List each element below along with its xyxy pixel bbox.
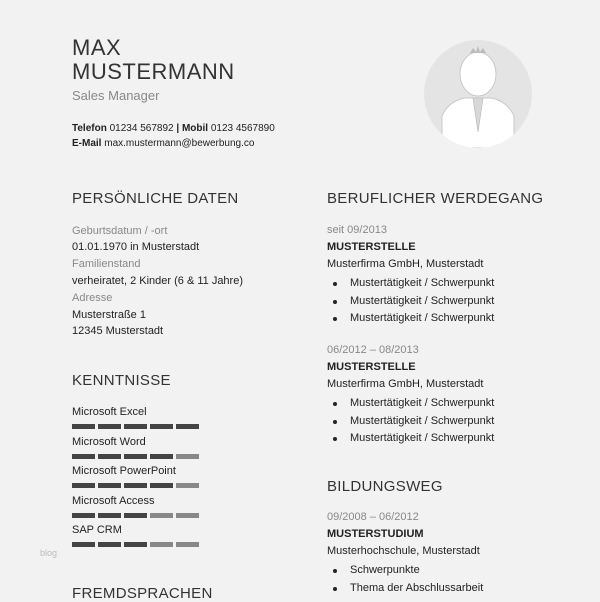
job-title: Sales Manager bbox=[72, 88, 160, 103]
skill-name: Microsoft Excel bbox=[72, 406, 147, 418]
email-label: E-Mail bbox=[72, 138, 102, 149]
skill-bar-filled bbox=[124, 454, 147, 459]
name-block bbox=[72, 36, 235, 84]
phone-label: Telefon bbox=[72, 123, 107, 134]
career-position: MUSTERSTELLE bbox=[327, 361, 416, 373]
skill-bar-filled bbox=[150, 454, 173, 459]
skill-bar-filled bbox=[72, 454, 95, 459]
skill-bar-filled bbox=[98, 424, 121, 429]
skill-name: Microsoft Access bbox=[72, 494, 155, 507]
personal-heading: PERSÖNLICHE DATEN bbox=[72, 190, 239, 207]
email-line bbox=[72, 138, 254, 149]
skill-name: SAP CRM bbox=[72, 524, 122, 536]
languages-heading: FREMDSPRACHEN bbox=[72, 585, 213, 602]
skill-bar-empty bbox=[176, 542, 199, 547]
skill-level-bars bbox=[72, 513, 199, 518]
skill-level-bars bbox=[72, 424, 199, 429]
address-line2: 12345 Musterstadt bbox=[72, 325, 164, 337]
skill-bar-filled bbox=[150, 483, 173, 488]
skill-item bbox=[72, 436, 199, 466]
skill-name: Microsoft Word bbox=[72, 435, 146, 448]
skills-heading: KENNTNISSE bbox=[72, 372, 171, 389]
skill-bar-empty bbox=[150, 542, 173, 547]
skill-item bbox=[72, 406, 199, 436]
skill-bar-filled bbox=[98, 513, 121, 518]
list-item: Mustertätigkeit / Schwerpunkt bbox=[327, 430, 587, 448]
career-entry bbox=[327, 224, 587, 328]
career-company: Musterfirma GmbH, Musterstadt bbox=[327, 378, 484, 390]
career-bullets bbox=[327, 395, 587, 448]
skill-item bbox=[72, 465, 199, 495]
person-silhouette-icon bbox=[424, 40, 532, 148]
mobile-value: 0123 4567890 bbox=[210, 123, 275, 134]
skills-list bbox=[72, 406, 199, 554]
birth-label: Geburtsdatum / -ort bbox=[72, 225, 168, 237]
phone-value: 01234 567892 bbox=[109, 123, 174, 134]
skill-bar-filled bbox=[124, 424, 147, 429]
family-value: verheiratet, 2 Kinder (6 & 11 Jahre) bbox=[72, 275, 243, 287]
skill-bar-filled bbox=[98, 483, 121, 488]
skill-bar-filled bbox=[124, 513, 147, 518]
email-value[interactable]: max.mustermann@bewerbung.co bbox=[104, 138, 255, 149]
skill-bar-filled bbox=[98, 542, 121, 547]
address-line1: Musterstraße 1 bbox=[72, 309, 146, 321]
separator: | bbox=[176, 123, 180, 134]
skill-bar-filled bbox=[72, 542, 95, 547]
education-bullets bbox=[327, 562, 587, 597]
skill-name: Microsoft PowerPoint bbox=[72, 465, 176, 477]
education-degree: MUSTERSTUDIUM bbox=[327, 528, 424, 540]
watermark: blog bbox=[40, 548, 58, 558]
education-school: Musterhochschule, Musterstadt bbox=[327, 545, 480, 557]
list-item: Mustertätigkeit / Schwerpunkt bbox=[327, 275, 587, 293]
skill-level-bars bbox=[72, 483, 199, 488]
address-label: Adresse bbox=[72, 292, 113, 304]
skill-bar-filled bbox=[176, 424, 199, 429]
skill-item bbox=[72, 495, 199, 525]
skill-bar-filled bbox=[150, 424, 173, 429]
skill-bar-empty bbox=[176, 483, 199, 488]
skill-bar-filled bbox=[72, 513, 95, 518]
education-period: 09/2008 – 06/2012 bbox=[327, 511, 419, 523]
first-name: MAX bbox=[72, 35, 122, 60]
skill-bar-empty bbox=[176, 513, 199, 518]
skill-level-bars bbox=[72, 542, 199, 547]
list-item: Mustertätigkeit / Schwerpunkt bbox=[327, 293, 587, 311]
list-item: Schwerpunkte bbox=[327, 562, 587, 580]
list-item: Thema der Abschlussarbeit bbox=[327, 580, 587, 598]
birth-value: 01.01.1970 in Musterstadt bbox=[72, 241, 200, 253]
skill-level-bars bbox=[72, 454, 199, 459]
career-period: 06/2012 – 08/2013 bbox=[327, 344, 419, 356]
phone-line bbox=[72, 123, 275, 134]
education-heading: BILDUNGSWEG bbox=[327, 478, 443, 495]
profile-avatar bbox=[424, 40, 532, 148]
education-entry bbox=[327, 511, 587, 597]
career-heading: BERUFLICHER WERDEGANG bbox=[327, 190, 544, 207]
career-company: Musterfirma GmbH, Musterstadt bbox=[327, 258, 484, 270]
skill-bar-filled bbox=[72, 424, 95, 429]
family-label: Familienstand bbox=[72, 258, 141, 270]
skill-bar-filled bbox=[98, 454, 121, 459]
career-bullets bbox=[327, 275, 587, 328]
career-period: seit 09/2013 bbox=[327, 224, 387, 236]
skill-bar-filled bbox=[72, 483, 95, 488]
mobile-label: Mobil bbox=[181, 123, 209, 134]
list-item: Mustertätigkeit / Schwerpunkt bbox=[327, 413, 587, 431]
skill-bar-empty bbox=[176, 454, 199, 459]
career-entry bbox=[327, 344, 587, 448]
skill-bar-filled bbox=[124, 483, 147, 488]
skill-bar-empty bbox=[150, 513, 173, 518]
skill-bar-filled bbox=[124, 542, 147, 547]
last-name: MUSTERMANN bbox=[72, 59, 235, 84]
list-item: Mustertätigkeit / Schwerpunkt bbox=[327, 395, 587, 413]
career-position: MUSTERSTELLE bbox=[327, 241, 416, 253]
skill-item bbox=[72, 524, 199, 554]
list-item: Mustertätigkeit / Schwerpunkt bbox=[327, 310, 587, 328]
